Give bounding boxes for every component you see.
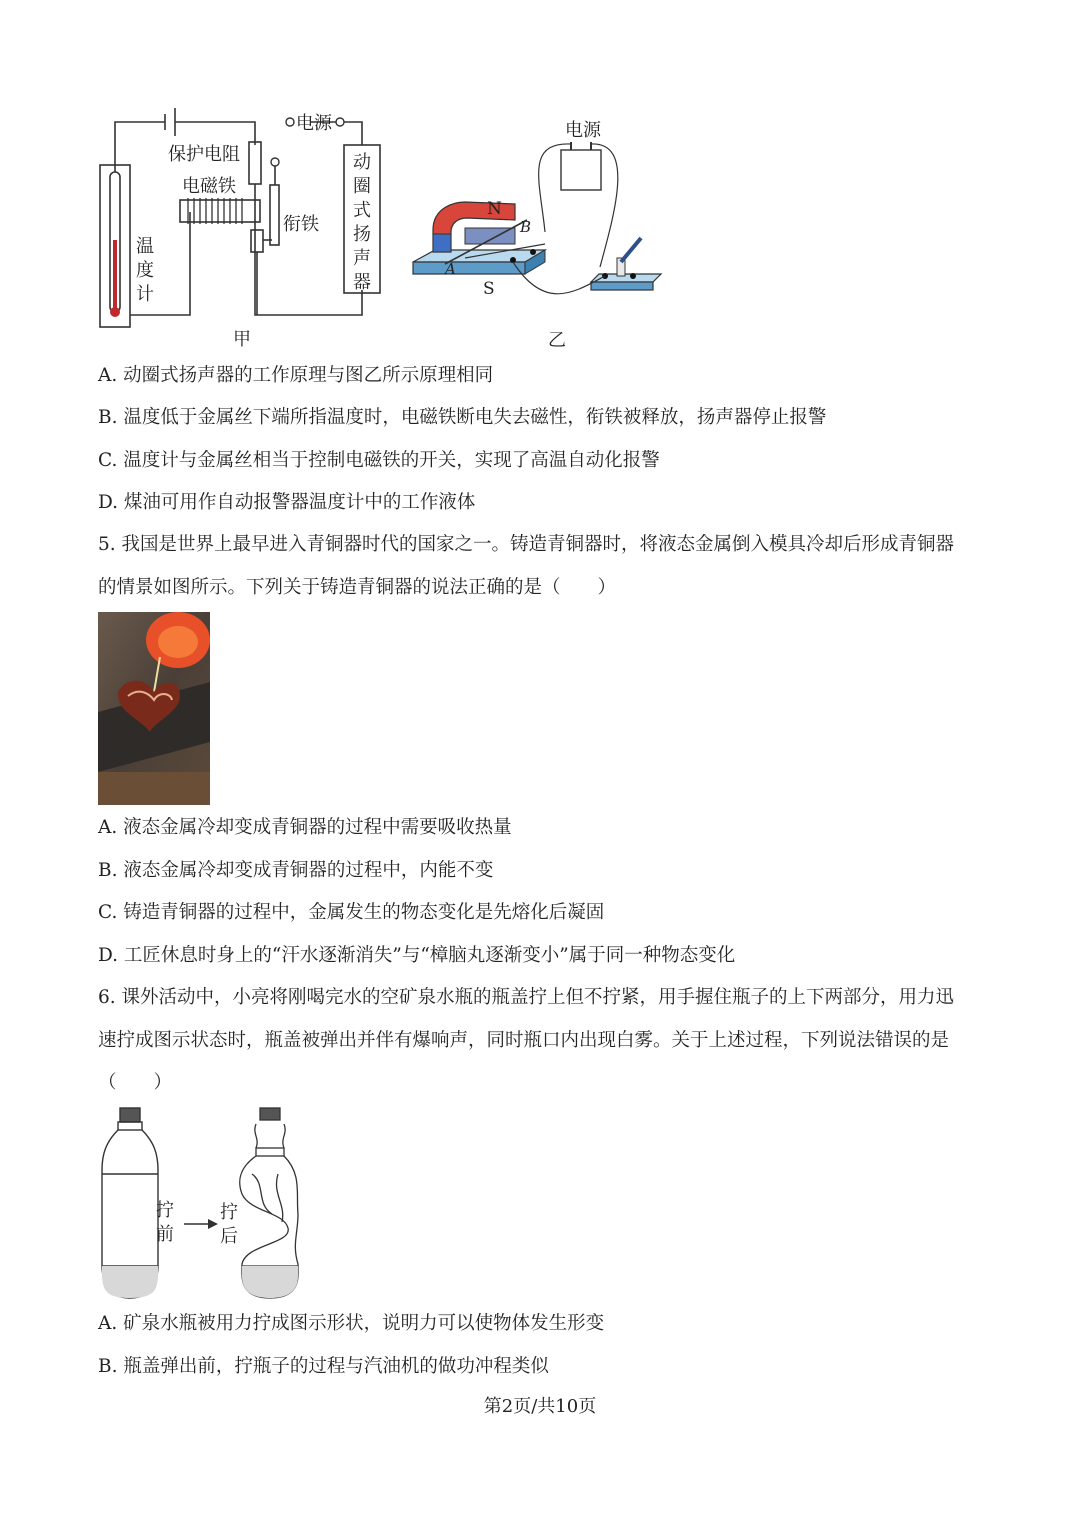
svg-text:圈: 圈 <box>353 176 371 197</box>
svg-text:前: 前 <box>156 1224 174 1245</box>
yi-point-a: A <box>445 260 456 278</box>
svg-text:拧: 拧 <box>156 1200 174 1221</box>
q6-stem-line-2: 速拧成图示状态时，瓶盖被弹出并伴有爆响声，同时瓶口内出现白雾。关于上述过程，下列说法错误的是 <box>98 1030 950 1051</box>
q4-option-a: A. 动圈式扬声器的工作原理与图乙所示原理相同 <box>98 365 494 386</box>
svg-text:后: 后 <box>220 1226 238 1247</box>
q5-option-b: B. 液态金属冷却变成青铜器的过程中，内能不变 <box>98 860 494 881</box>
bronze-casting-photo <box>98 612 210 805</box>
yi-power-label: 电源 <box>565 120 601 141</box>
q4-option-c: C. 温度计与金属丝相当于控制电磁铁的开关，实现了高温自动化报警 <box>98 450 660 471</box>
svg-text:器: 器 <box>353 272 371 293</box>
svg-text:计: 计 <box>136 284 154 305</box>
jia-power-label: 电源 <box>296 113 332 134</box>
jia-caption: 甲 <box>233 329 251 350</box>
jia-electromagnet-label: 电磁铁 <box>182 176 236 197</box>
q5-stem-line-2: 的情景如图所示。下列关于铸造青铜器的说法正确的是（ ） <box>98 577 617 598</box>
q6-option-b: B. 瓶盖弹出前，拧瓶子的过程与汽油机的做功冲程类似 <box>98 1356 549 1377</box>
svg-text:拧: 拧 <box>220 1202 238 1223</box>
q6-stem-line-3: （ ） <box>98 1072 173 1093</box>
svg-text:扬: 扬 <box>353 224 371 245</box>
jia-speaker-label <box>353 152 371 293</box>
bottle-twist-figure <box>96 1104 306 1302</box>
yi-caption: 乙 <box>548 330 566 351</box>
after-label <box>220 1202 238 1247</box>
svg-text:声: 声 <box>353 248 371 269</box>
page-footer: 第2页/共10页 <box>483 1396 597 1417</box>
jia-thermometer-label <box>136 236 154 305</box>
q4-option-b: B. 温度低于金属丝下端所指温度时，电磁铁断电失去磁性，衔铁被释放，扬声器停止报警 <box>98 407 827 428</box>
svg-text:动: 动 <box>353 152 371 173</box>
q5-stem-line-1: 5. 我国是世界上最早进入青铜器时代的国家之一。铸造青铜器时，将液态金属倒入模具冷却后形成青铜器 <box>98 534 955 555</box>
yi-south-label: S <box>483 279 495 299</box>
q4-option-d: D. 煤油可用作自动报警器温度计中的工作液体 <box>98 492 476 513</box>
q5-option-a: A. 液态金属冷却变成青铜器的过程中需要吸收热量 <box>98 817 512 838</box>
q6-stem-line-1: 6. 课外活动中，小亮将刚喝完水的空矿泉水瓶的瓶盖拧上但不拧紧，用手握住瓶子的上下两部分，用力迅 <box>98 987 955 1008</box>
figure-jia-circuit <box>90 100 390 355</box>
yi-north-label: N <box>487 199 502 219</box>
svg-text:度: 度 <box>136 260 154 281</box>
svg-text:式: 式 <box>353 200 371 221</box>
q5-option-c: C. 铸造青铜器的过程中，金属发生的物态变化是先熔化后凝固 <box>98 902 605 923</box>
yi-point-b: B <box>520 218 532 236</box>
figure-yi-apparatus <box>405 112 670 352</box>
jia-armature-label: 衔铁 <box>283 214 319 235</box>
svg-text:温: 温 <box>136 236 154 257</box>
jia-resistor-label: 保护电阻 <box>168 144 240 165</box>
q5-option-d: D. 工匠休息时身上的“汗水逐渐消失”与“樟脑丸逐渐变小”属于同一种物态变化 <box>98 945 736 966</box>
q6-option-a: A. 矿泉水瓶被用力拧成图示形状，说明力可以使物体发生形变 <box>98 1313 605 1334</box>
